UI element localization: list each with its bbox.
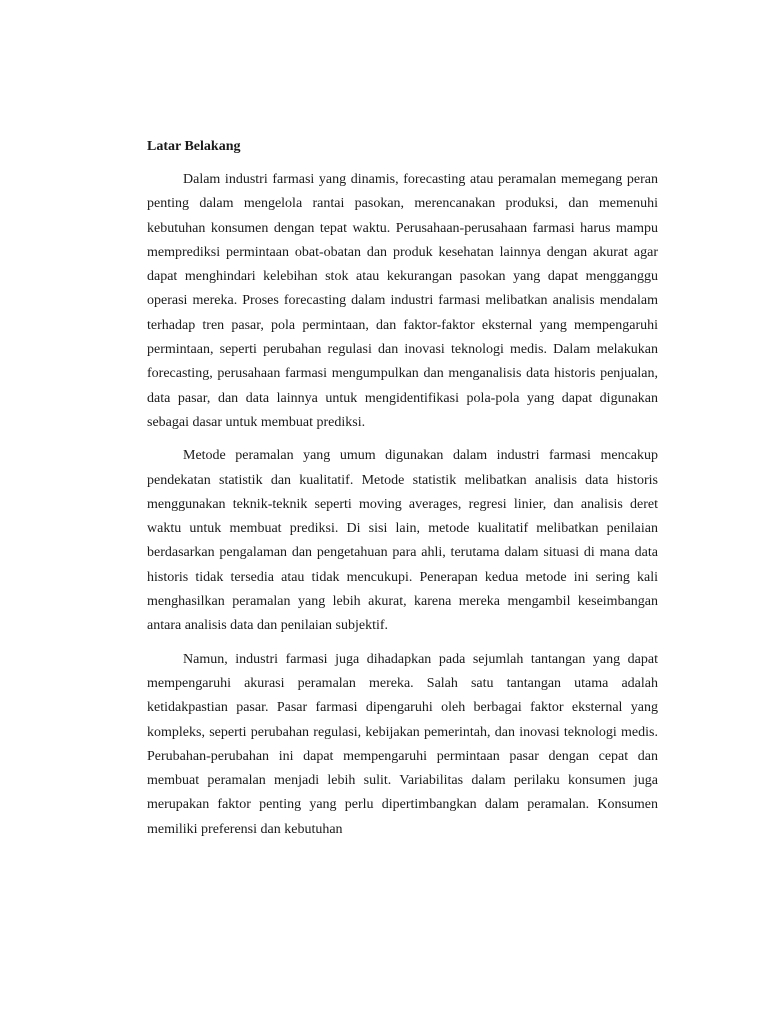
paragraph-2: Metode peramalan yang umum digunakan dalam industri farmasi mencakup pendekatan statistik dan kualitatif. Metode statistik melibatkan analisis data historis menggunakan teknik-teknik seperti moving averages, regresi linier, dan analisis deret waktu untuk membuat prediksi. Di sisi lain, metode kualitatif melibatkan penilaian berdasarkan pengalaman dan pengetahuan para ahli, terutama dalam situasi di mana data historis tidak tersedia atau tidak mencukupi. Penerapan kedua metode ini sering kali menghasilkan peramalan yang lebih akurat, karena mereka mengambil keseimbangan antara analisis data dan penilaian subjektif.	[147, 448, 658, 634]
section-heading: Latar Belakang	[147, 139, 241, 154]
paragraph-3: Namun, industri farmasi juga dihadapkan pada sejumlah tantangan yang dapat mempengaruhi akurasi peramalan mereka. Salah satu tantangan utama adalah ketidakpastian pasar. Pasar farmasi dipengaruhi oleh berbagai faktor eksternal yang kompleks, seperti perubahan regulasi, kebijakan pemerintah, dan inovasi teknologi medis. Perubahan-perubahan ini dapat mempengaruhi permintaan pasar dengan cepat dan membuat peramalan menjadi lebih sulit. Variabilitas dalam perilaku konsumen juga merupakan faktor penting yang perlu dipertimbangkan dalam peramalan. Konsumen memiliki preferensi dan kebutuhan	[147, 651, 658, 837]
document-body	[147, 135, 658, 851]
paragraph-1: Dalam industri farmasi yang dinamis, forecasting atau peramalan memegang peran penting dalam mengelola rantai pasokan, merencanakan produksi, dan memenuhi kebutuhan konsumen dengan tepat waktu. Perusahaan-perusahaan farmasi harus mampu memprediksi permintaan obat-obatan dan produk kesehatan lainnya dengan akurat agar dapat menghindari kelebihan stok atau kekurangan pasokan yang dapat mengganggu operasi mereka. Proses forecasting dalam industri farmasi melibatkan analisis mendalam terhadap tren pasar, pola permintaan, dan faktor-faktor eksternal yang mempengaruhi permintaan, seperti perubahan regulasi dan inovasi teknologi medis. Dalam melakukan forecasting, perusahaan farmasi mengumpulkan dan menganalisis data historis penjualan, data pasar, dan data lainnya untuk mengidentifikasi pola-pola yang dapat digunakan sebagai dasar untuk membuat prediksi.	[147, 172, 658, 430]
